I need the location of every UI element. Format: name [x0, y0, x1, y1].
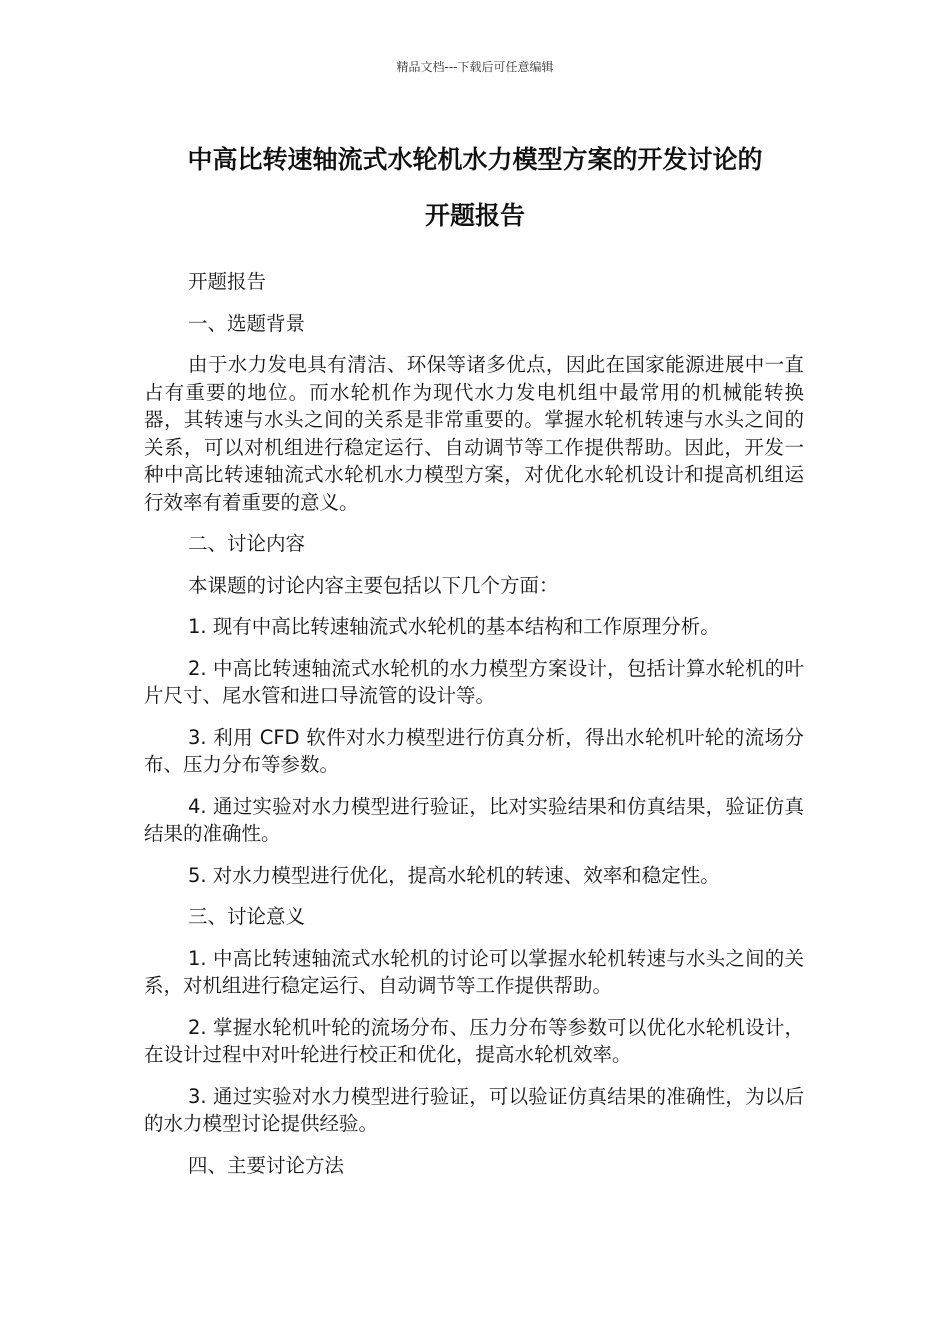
list-item-content-4: 4. 通过实验对水力模型进行验证，比对实验结果和仿真结果，验证仿真结果的准确性。: [144, 794, 804, 845]
document-title: [120, 132, 830, 244]
paragraph-report-label: 开题报告: [188, 270, 267, 293]
list-item-content-1: 1. 现有中高比转速轴流式水轮机的基本结构和工作原理分析。: [188, 615, 720, 638]
document-body: [144, 268, 804, 1193]
list-item-significance-2: 2. 掌握水轮机叶轮的流场分布、压力分布等参数可以优化水轮机设计，在设计过程中对叶轮进行校正和优化，提高水轮机效率。: [144, 1015, 804, 1066]
page-header: 精品文档---下载后可任意编辑: [396, 60, 554, 74]
list-item-content-2: 2. 中高比转速轴流式水轮机的水力模型方案设计，包括计算水轮机的叶片尺寸、尾水管和进口导流管的设计等。: [144, 656, 804, 707]
section-heading-background: 一、选题背景: [188, 311, 306, 335]
list-item-content-3: 3. 利用 CFD 软件对水力模型进行仿真分析，得出水轮机叶轮的流场分布、压力分布等参数。: [144, 725, 804, 776]
paragraph-content-intro: 本课题的讨论内容主要包括以下几个方面：: [188, 573, 559, 597]
list-item-significance-3: 3. 通过实验对水力模型进行验证，可以验证仿真结果的准确性，为以后的水力模型讨论提供经验。: [144, 1084, 804, 1135]
section-heading-significance: 三、讨论意义: [188, 905, 306, 928]
title-line-2: 开题报告: [424, 201, 525, 230]
list-item-content-5: 5. 对水力模型进行优化，提高水轮机的转速、效率和稳定性。: [188, 863, 720, 887]
section-heading-methods: 四、主要讨论方法: [188, 1153, 345, 1177]
paragraph-background: 由于水力发电具有清洁、环保等诸多优点，因此在国家能源进展中一直占有重要的地位。而水轮机作为现代水力发电机组中最常用的机械能转换器，其转速与水头之间的关系是非常重要的。掌握水轮机转速与水头之间的关系，可以对机组进行稳定运行、自动调节等工作提供帮助。因此，开发一种中高比转速轴流式水轮机水力模型方案，对优化水轮机设计和提高机组运行效率有着重要的意义。: [144, 353, 804, 514]
list-item-significance-1: 1. 中高比转速轴流式水轮机的讨论可以掌握水轮机转速与水头之间的关系，对机组进行稳定运行、自动调节等工作提供帮助。: [144, 946, 804, 997]
section-heading-content: 二、讨论内容: [188, 532, 306, 555]
title-line-1: 中高比转速轴流式水轮机水力模型方案的开发讨论的: [187, 145, 763, 174]
